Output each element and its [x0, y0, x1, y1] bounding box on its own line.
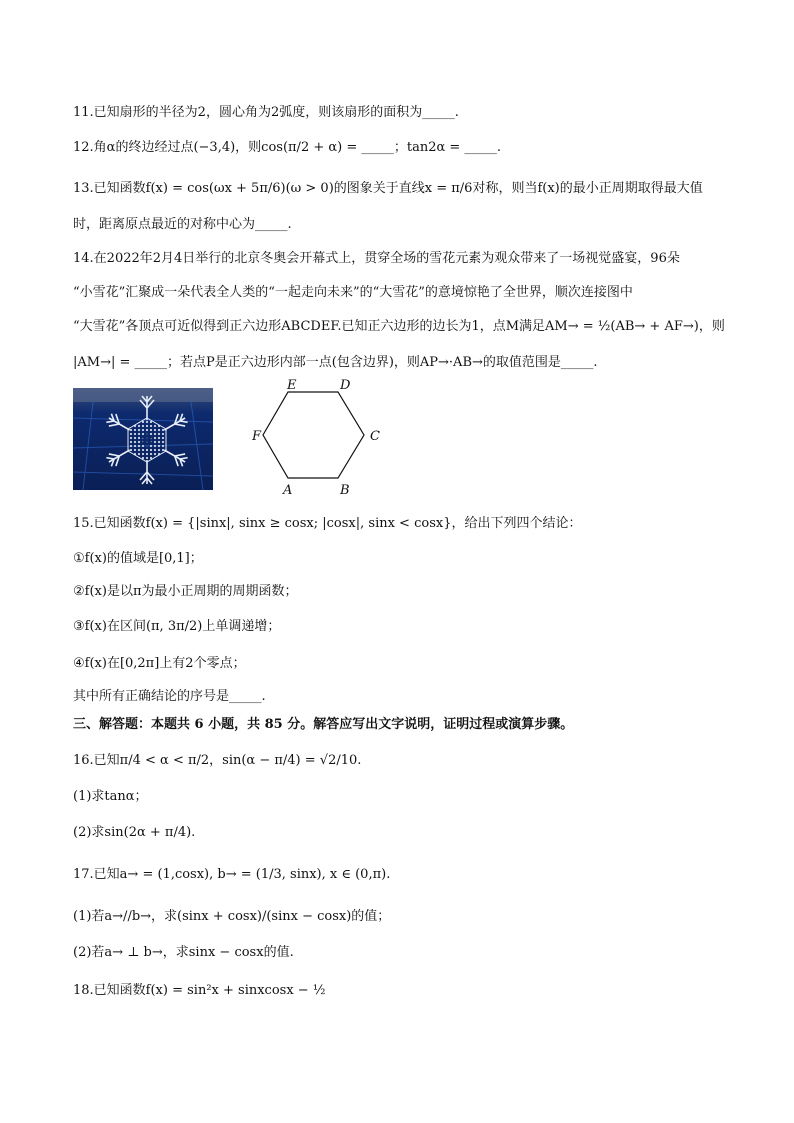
question-18 [73, 982, 325, 1000]
q17-text: 17.已知a→ = (1,cosx), b→ = (1/3, sinx), x ∈ (0,π). [73, 867, 391, 882]
question-17-part-2 [73, 944, 294, 962]
question-15-ending [73, 688, 266, 706]
q16-p2-text: (2)求sin(2α + π/4). [73, 825, 196, 840]
q13-text-1: 13.已知函数f(x) = cos(ωx + 5π/6)(ω > 0)的图象关于直线x = π/6对称，则当f(x)的最小正周期取得最大值 [73, 181, 703, 196]
section-3-heading [73, 716, 573, 734]
question-15-conclusion-3 [73, 618, 280, 636]
q15-end-text: 其中所有正确结论的序号是_____. [73, 689, 266, 704]
vertex-label-d: D [340, 378, 351, 393]
question-13-line2 [73, 216, 292, 234]
q15-c2-text: ②f(x)是以π为最小正周期的周期函数； [73, 584, 298, 599]
q14-text-4: |AM→| = _____；若点P是正六边形内部一点(包含边界)，则AP→·AB→的取值范围是_____. [73, 355, 598, 370]
question-17-part-1 [73, 908, 390, 926]
question-16 [73, 752, 361, 770]
hexagon-shape [263, 392, 364, 478]
q17-p2-text: (2)若a→ ⊥ b→，求sinx − cosx的值. [73, 945, 294, 960]
question-14-line4 [73, 354, 598, 372]
q17-p1-text: (1)若a→//b→，求(sinx + cosx)/(sinx − cosx)的值； [73, 909, 391, 924]
q15-c3-text: ③f(x)在区间(π, 3π/2)上单调递增； [73, 619, 281, 634]
vertex-label-f: F [252, 429, 262, 444]
question-15-conclusion-4 [73, 655, 246, 673]
q15-c4-text: ④f(x)在[0,2π]上有2个零点； [73, 656, 246, 671]
question-11 [73, 104, 459, 122]
question-13-line1 [73, 180, 703, 198]
question-15 [73, 515, 581, 533]
q13-text-2: 时，距离原点最近的对称中心为_____. [73, 217, 292, 232]
question-14-line1 [73, 250, 680, 268]
question-16-part-1 [73, 788, 148, 806]
question-15-conclusion-2 [73, 583, 298, 601]
q14-text-1: 14.在2022年2月4日举行的北京冬奥会开幕式上，贯穿全场的雪花元素为观众带来了一场视觉盛宴，96朵 [73, 251, 680, 266]
q14-text-2: “小雪花”汇聚成一朵代表全人类的“一起走向未来”的“大雪花”的意境惊艳了全世界，顺次连接图中 [73, 285, 633, 300]
vertex-label-e: E [287, 378, 297, 393]
question-16-part-2 [73, 824, 195, 842]
q12-text: 12.角α的终边经过点(−3,4)，则cos(π/2 + α) = _____；tan2α = _____. [73, 140, 502, 155]
question-14-line2 [73, 284, 633, 302]
vertex-label-b: B [340, 483, 350, 498]
q18-text: 18.已知函数f(x) = sin²x + sinxcosx − ½ [73, 983, 326, 998]
q16-p1-text: (1)求tanα； [73, 789, 148, 804]
question-15-conclusion-1 [73, 550, 203, 568]
hexagon-figure [252, 378, 392, 500]
vertex-label-c: C [370, 429, 380, 444]
q15-c1-text: ①f(x)的值域是[0,1]； [73, 551, 203, 566]
snowflake-photo-image [73, 388, 213, 490]
q14-text-3: “大雪花”各顶点可近似得到正六边形ABCDEF.已知正六边形的边长为1，点M满足AM→ = ½(AB→ + AF→)，则 [73, 319, 725, 334]
snowflake-photo [73, 388, 213, 490]
q16-text: 16.已知π/4 < α < π/2，sin(α − π/4) = √2/10. [73, 753, 362, 768]
question-12 [73, 139, 501, 157]
vertex-label-a: A [283, 483, 293, 498]
q11-text: 11.已知扇形的半径为2，圆心角为2弧度，则该扇形的面积为_____. [73, 105, 459, 120]
question-17 [73, 866, 390, 884]
question-14-line3 [73, 318, 725, 336]
q15-text: 15.已知函数f(x) = {|sinx|, sinx ≥ cosx; |cosx|, sinx < cosx}，给出下列四个结论： [73, 516, 582, 531]
section-3-text: 三、解答题：本题共 6 小题，共 85 分。解答应写出文字说明，证明过程或演算步骤。 [73, 717, 574, 732]
